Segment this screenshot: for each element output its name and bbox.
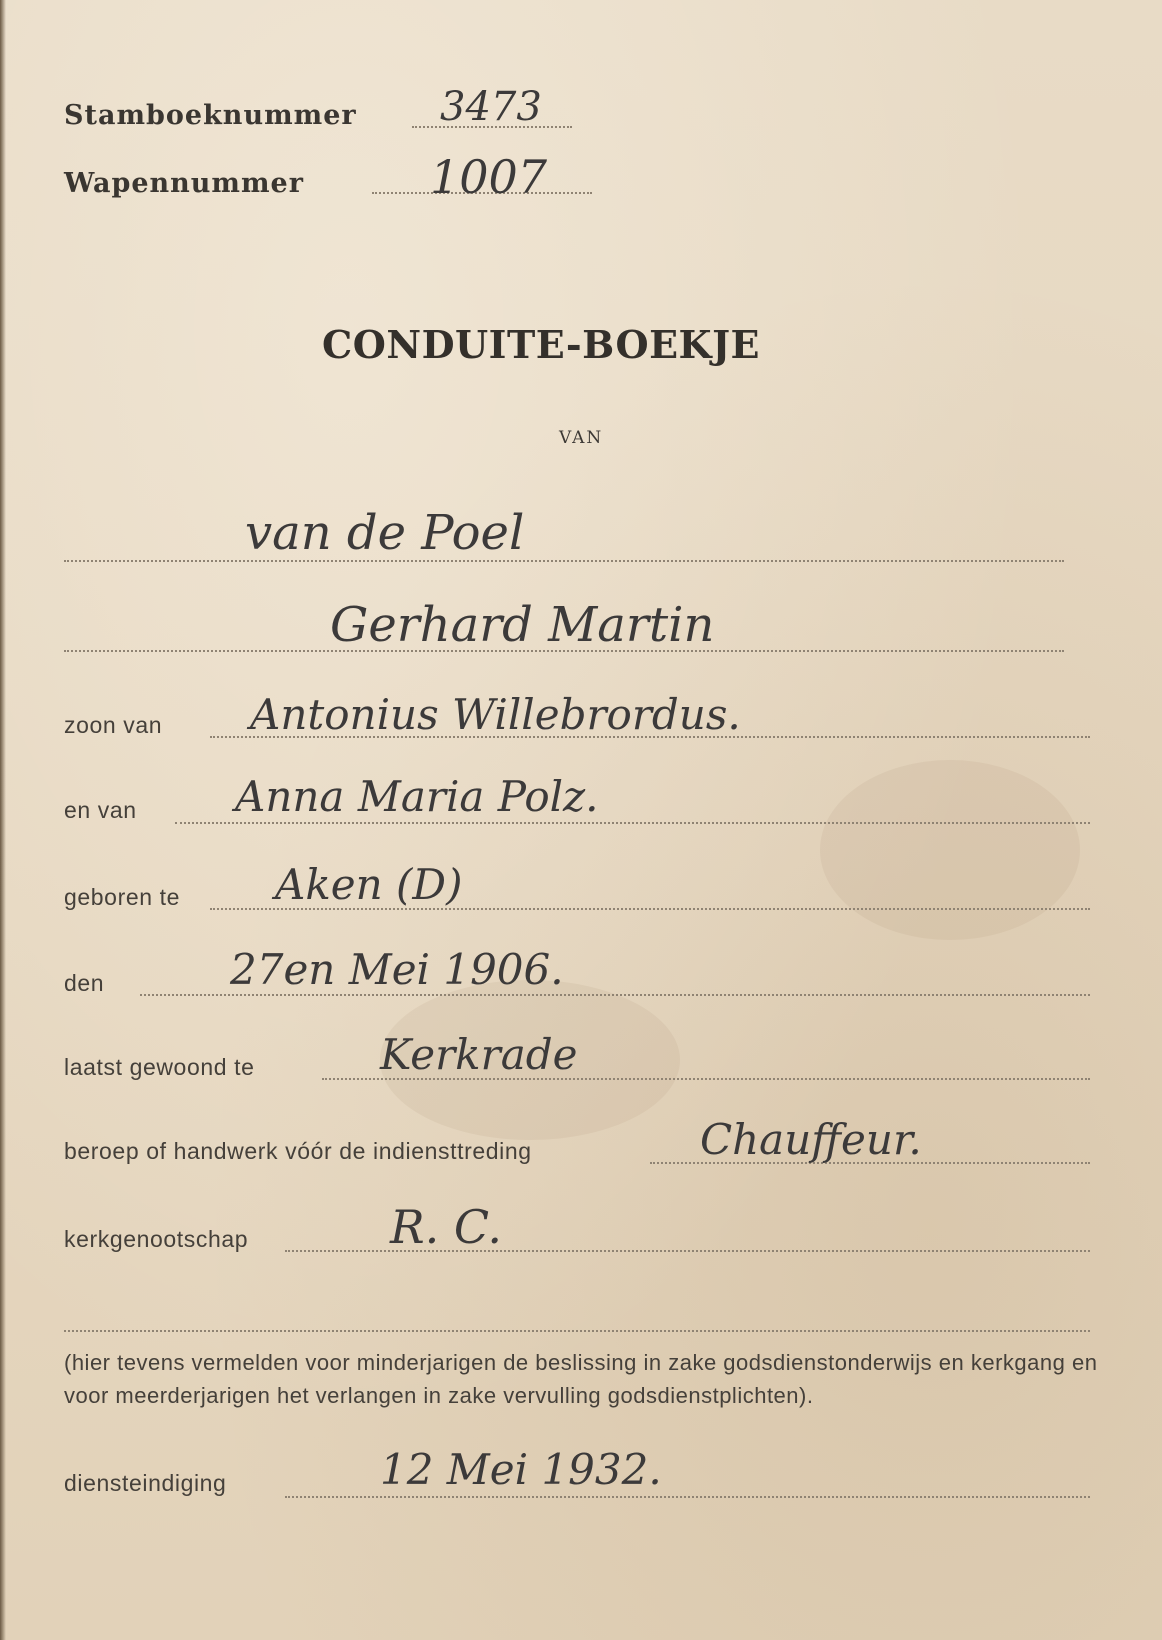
van-label: VAN (559, 428, 604, 448)
page-edge-shadow (0, 0, 6, 1640)
paper-stain (820, 760, 1080, 940)
laatst-gewoond-label: laatst gewoond te (64, 1054, 255, 1080)
zoon-van-value: Antonius Willebrordus. (250, 690, 741, 739)
dotted-line (64, 560, 1064, 562)
wapennummer-value: 1007 (430, 150, 548, 204)
den-value: 27en Mei 1906. (230, 945, 564, 994)
dotted-line (175, 822, 1090, 824)
wapennummer-label: Wapennummer (64, 168, 304, 199)
instruction-note: (hier tevens vermelden voor minderjarigen de beslissing in zake godsdienstonderwijs en kerkgang en voor meerderjarigen het verlangen in zake vervulling godsdienstplichten). (64, 1350, 1098, 1408)
en-van-label: en van (64, 797, 137, 823)
stamboeknummer-label: Stamboeknummer (64, 100, 357, 131)
kerkgenootschap-value: R. C. (390, 1200, 503, 1254)
diensteindiging-label: diensteindiging (64, 1470, 227, 1496)
geboren-te-value: Aken (D) (275, 860, 463, 909)
dotted-line (140, 994, 1090, 996)
stamboeknummer-value: 3473 (440, 84, 542, 130)
given-names-value: Gerhard Martin (330, 597, 715, 653)
beroep-value: Chauffeur. (700, 1115, 922, 1164)
geboren-te-label: geboren te (64, 884, 180, 910)
dotted-line (285, 1496, 1090, 1498)
den-label: den (64, 970, 105, 996)
beroep-label: beroep of handwerk vóór de indiensttreding (64, 1138, 532, 1164)
laatst-gewoond-value: Kerkrade (380, 1030, 578, 1079)
zoon-van-label: zoon van (64, 712, 163, 738)
kerkgenootschap-label: kerkgenootschap (64, 1226, 249, 1252)
en-van-value: Anna Maria Polz. (235, 772, 599, 821)
document-title: CONDUITE-BOEKJE (322, 322, 761, 367)
surname-value: van de Poel (245, 505, 525, 561)
diensteindiging-value: 12 Mei 1932. (380, 1445, 662, 1494)
dotted-line (64, 1330, 1090, 1332)
